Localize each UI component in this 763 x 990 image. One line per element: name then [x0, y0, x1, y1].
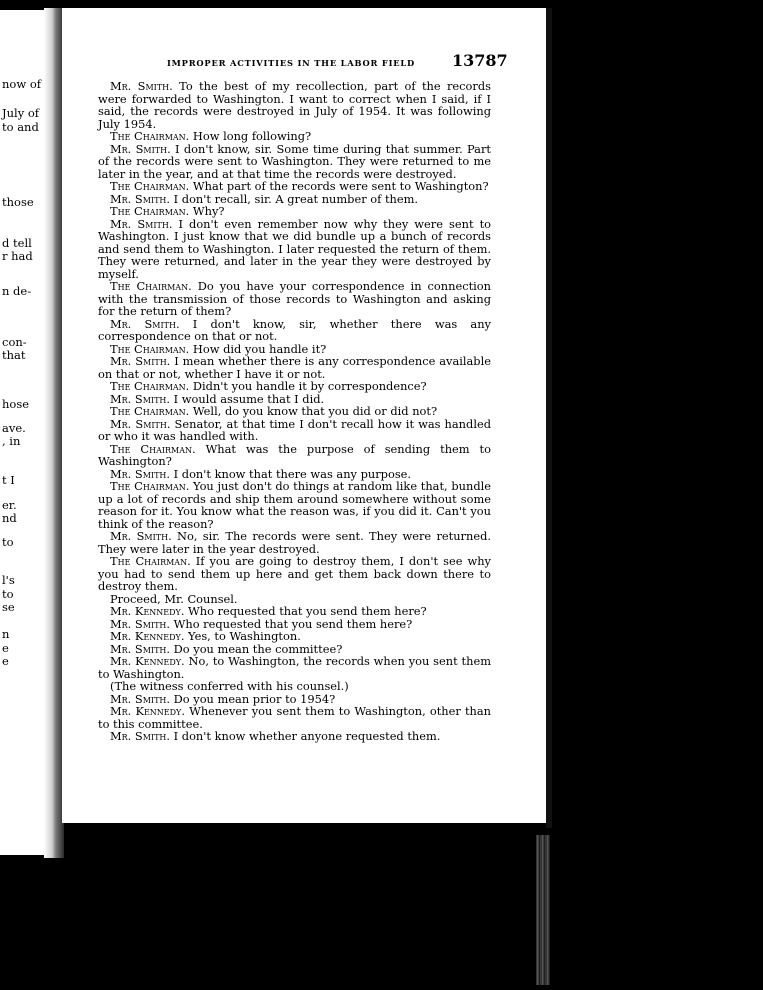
- speaker-name: Mr. Smith.: [110, 354, 171, 368]
- page-number: 13787: [452, 51, 508, 70]
- speech-text: Senator, at that time I don't recall how it was handled or who it was handled with.: [98, 416, 491, 443]
- left-page-text-fragment: n: [2, 627, 10, 641]
- testimony-paragraph: [98, 280, 491, 318]
- speech-text: I don't even remember now why they were sent to Washington. I just know that we did bundle up a bunch of records and send them to Washington. I later requested the return of them. They were returned, and later in the year they were destroyed by myself.: [98, 216, 491, 281]
- speech-text: I don't know, sir, whether there was any correspondence on that or not.: [98, 316, 491, 343]
- scan-lower-edge: [536, 835, 550, 985]
- left-page-text-fragment: that: [2, 348, 26, 362]
- speaker-name: Mr. Kennedy.: [110, 704, 185, 718]
- speech-text: Do you mean the committee?: [170, 641, 343, 656]
- speaker-name: Mr. Smith.: [110, 641, 171, 656]
- testimony-paragraph: [98, 730, 491, 743]
- speech-text: How did you handle it?: [189, 341, 327, 356]
- speech-text: Who requested that you send them here?: [184, 604, 427, 618]
- left-page-text-fragment: d tell: [2, 236, 32, 250]
- left-page-text-fragment: now of: [2, 77, 42, 91]
- speech-text: I would assume that I did.: [170, 391, 325, 406]
- speaker-name: Mr. Smith.: [110, 79, 173, 93]
- speech-text: Well, do you know that you did or did not?: [189, 404, 438, 418]
- speech-text: To the best of my recollection, part of the records were forwarded to Washington. I want to correct when I said, if I said, the records were destroyed in July of 1954. It was following July 1954.: [98, 79, 491, 131]
- speaker-name: The Chairman.: [110, 204, 190, 218]
- speech-text: I don't recall, sir. A great number of them.: [170, 191, 419, 206]
- speech-text: You just don't do things at random like that, bundle up a lot of records and ship them around somewhere without some reason for it. You know what the reason was, if you did it. Can't you think of the reason?: [98, 479, 491, 531]
- left-page-text-fragment: e: [2, 641, 9, 655]
- left-page-text-fragment: , in: [2, 434, 21, 448]
- speaker-name: Mr. Kennedy.: [110, 604, 185, 618]
- book-gutter: [44, 8, 64, 858]
- main-page: [62, 8, 546, 823]
- speech-text: I don't know whether anyone requested them.: [170, 729, 441, 743]
- left-page-text-fragment: ave.: [2, 421, 26, 435]
- speech-text: What part of the records were sent to Washington?: [189, 179, 489, 193]
- left-page-text-fragment: l's: [2, 573, 15, 587]
- left-page-text-fragment: n de-: [2, 284, 32, 298]
- speaker-name: Mr. Smith.: [110, 391, 171, 406]
- speaker-name: The Chairman.: [110, 379, 190, 393]
- left-page-text-fragment: e: [2, 654, 9, 668]
- left-page-text-fragment: r had: [2, 249, 33, 263]
- testimony-paragraph: [98, 218, 491, 281]
- testimony-paragraph: [98, 480, 491, 530]
- speech-text: (The witness conferred with his counsel.): [110, 679, 349, 693]
- left-page-text-fragment: er.: [2, 498, 17, 512]
- speaker-name: Mr. Kennedy.: [110, 629, 185, 643]
- speaker-name: The Chairman.: [110, 441, 196, 456]
- speech-text: I don't know that there was any purpose.: [170, 466, 412, 481]
- left-page-text-fragment: to and: [2, 120, 39, 134]
- left-page-text-fragment: hose: [2, 397, 30, 411]
- speech-text: Do you have your correspondence in connection with the transmission of those records to Washington and asking for the return of them?: [98, 279, 491, 318]
- testimony-paragraph: [98, 143, 491, 181]
- speech-text: Do you mean prior to 1954?: [170, 691, 336, 706]
- speaker-name: Mr. Smith.: [110, 191, 171, 206]
- speaker-name: Mr. Smith.: [110, 691, 171, 706]
- speaker-name: The Chairman.: [110, 129, 190, 143]
- testimony-paragraph: [98, 418, 491, 443]
- speaker-name: Mr. Smith.: [110, 616, 171, 631]
- left-page-text-fragment: t I: [2, 473, 15, 487]
- testimony-paragraph: [98, 555, 491, 593]
- speech-text: Whenever you sent them to Washington, other than to this committee.: [98, 704, 491, 731]
- speaker-name: The Chairman.: [110, 404, 190, 418]
- speech-text: No, sir. The records were sent. They were returned. They were later in the year destroyed.: [98, 529, 491, 556]
- speaker-name: The Chairman.: [110, 179, 190, 193]
- speaker-name: The Chairman.: [110, 341, 190, 356]
- left-page-text-fragment: to: [2, 587, 14, 601]
- speech-text: No, to Washington, the records when you sent them to Washington.: [98, 654, 491, 681]
- left-page-text-fragment: con-: [2, 335, 27, 349]
- scan-right-edge: [546, 8, 552, 828]
- speaker-name: Mr. Smith.: [110, 529, 172, 543]
- testimony-paragraph: [98, 443, 491, 468]
- speaker-name: Mr. Smith.: [110, 466, 171, 481]
- left-page-text-fragment: July of: [2, 106, 40, 120]
- speaker-name: The Chairman.: [110, 479, 190, 493]
- left-page-text-fragment: those: [2, 195, 34, 209]
- running-head: IMPROPER ACTIVITIES IN THE LABOR FIELD: [167, 58, 415, 68]
- speaker-name: Mr. Smith.: [110, 141, 171, 156]
- speech-text: Proceed, Mr. Counsel.: [110, 591, 238, 606]
- speaker-name: Mr. Smith.: [110, 416, 171, 431]
- testimony-paragraph: [98, 80, 491, 130]
- speaker-name: The Chairman.: [110, 554, 191, 568]
- left-page-text-fragment: se: [2, 600, 15, 614]
- left-page-text-fragment: nd: [2, 511, 17, 525]
- testimony-paragraph: [98, 355, 491, 380]
- testimony-paragraph: [98, 318, 491, 343]
- speech-text: I mean whether there is any correspondence available on that or not, whether I have it or not.: [98, 354, 491, 381]
- speaker-name: Mr. Smith.: [110, 729, 171, 743]
- left-page-text-fragment: to: [2, 535, 14, 549]
- speech-text: How long following?: [189, 129, 312, 143]
- speaker-name: Mr. Kennedy.: [110, 654, 185, 668]
- speech-text: Didn't you handle it by correspondence?: [189, 379, 427, 393]
- speech-text: Yes, to Washington.: [184, 629, 301, 643]
- testimony-paragraph: [98, 705, 491, 730]
- speaker-name: Mr. Smith.: [110, 316, 180, 331]
- testimony-paragraph: [98, 655, 491, 680]
- testimony-paragraph: [98, 530, 491, 555]
- speech-text: Who requested that you send them here?: [170, 616, 413, 631]
- speaker-name: The Chairman.: [110, 279, 192, 293]
- speech-text: If you are going to destroy them, I don't see why you had to send them up here and get them back down there to destroy them.: [98, 554, 491, 593]
- left-page-fragment: [0, 10, 44, 855]
- speech-text: Why?: [189, 204, 225, 218]
- scan-top-edge: [0, 0, 763, 8]
- testimony-text: [98, 80, 491, 743]
- speech-text: I don't know, sir. Some time during that summer. Part of the records were sent to Washington. They were returned to me later in the year, and at that time the records were destroyed.: [98, 141, 491, 181]
- speaker-name: Mr. Smith.: [110, 216, 173, 231]
- speech-text: What was the purpose of sending them to Washington?: [98, 441, 491, 468]
